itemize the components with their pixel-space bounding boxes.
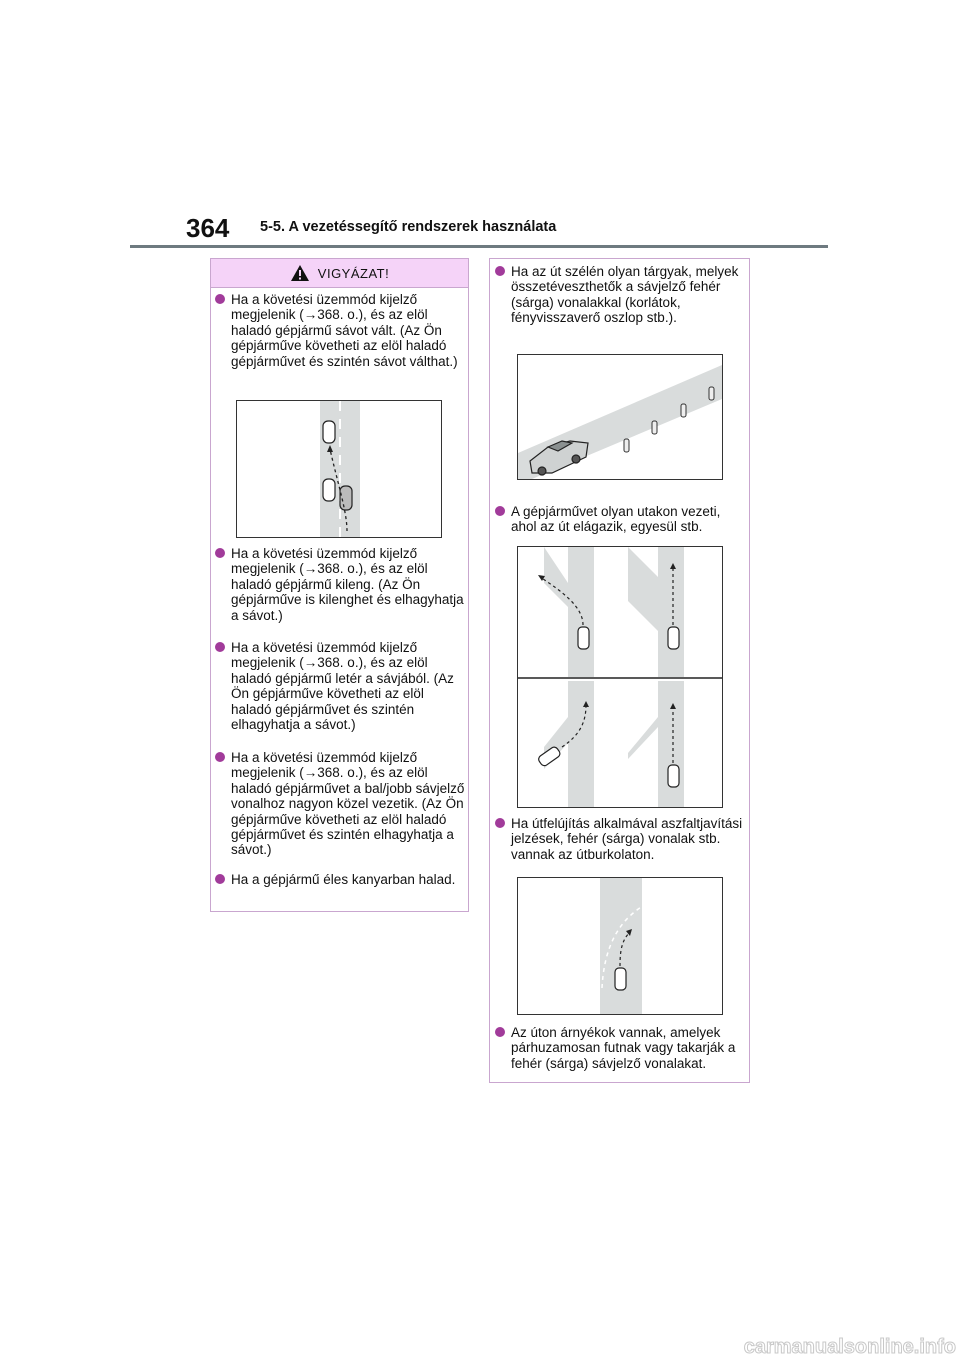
caution-item-3: Ha a követési üzemmód kijelző megjelenik (→368. o.), és az elöl haladó gépjármű letér a sávjából. (Az Ön gépjárműve követheti az elöl haladó gépjárművet és szintén elhagyhatja a sávot.) xyxy=(213,640,465,732)
bullet-icon xyxy=(495,818,505,828)
svg-text:carmanualsonline.info: carmanualsonline.info xyxy=(743,1336,956,1358)
caution-item-4: Ha a követési üzemmód kijelző megjelenik (→368. o.), és az elöl haladó gépjárművet a bal/jobb sávjelző vonalhoz nagyon közel vezetik. (Az Ön gépjárműve követheti az elöl haladó gépjárművet és szintén elhagyhatja a sávot.) xyxy=(213,750,465,858)
warning-triangle-icon xyxy=(290,264,310,282)
page-number: 364 xyxy=(186,213,230,243)
caution-item-1: Ha a követési üzemmód kijelző megjelenik (→368. o.), és az elöl haladó gépjármű sávot vált. (Az Ön gépjárműve követheti az elöl haladó gépjárművet és szintén sávot válthat.) xyxy=(213,292,465,369)
bullet-icon xyxy=(215,294,225,304)
bullet-icon xyxy=(215,752,225,762)
bullet-icon xyxy=(215,874,225,884)
bullet-icon xyxy=(215,642,225,652)
caution-item-2: Ha a követési üzemmód kijelző megjelenik (→368. o.), és az elöl haladó gépjármű kileng. (Az Ön gépjárműve is kilenghet és elhagyhatja a sávot.) xyxy=(213,546,465,623)
bullet-icon xyxy=(215,548,225,558)
info-item-2: A gépjárművet olyan utakon vezeti, ahol az út elágazik, egyesül stb. xyxy=(493,504,745,535)
bullet-icon xyxy=(495,266,505,276)
section-title: 5-5. A vezetéssegítő rendszerek használata xyxy=(260,219,557,235)
info-item-4: Az úton árnyékok vannak, amelyek párhuzamosan futnak vagy takarják a fehér (sárga) sávjelző vonalakat. xyxy=(493,1025,745,1071)
info-item-3: Ha útfelújítás alkalmával aszfaltjavítási jelzések, fehér (sárga) vonalak stb. vannak az útburkolaton. xyxy=(493,816,745,862)
bullet-icon xyxy=(495,1027,505,1037)
bullet-icon xyxy=(495,506,505,516)
watermark xyxy=(600,1334,960,1358)
caution-header xyxy=(211,259,468,288)
caution-item-5: Ha a gépjármű éles kanyarban halad. xyxy=(213,872,465,887)
figure-road-repairs xyxy=(517,877,723,1015)
caution-title: VIGYÁZAT! xyxy=(317,265,390,281)
figure-roadside-posts xyxy=(517,354,723,480)
figure-lane-change xyxy=(236,400,442,538)
header-rule xyxy=(130,245,828,248)
info-item-1: Ha az út szélén olyan tárgyak, melyek összetéveszthetők a sávjelző fehér (sárga) vonalakkal (korlátok, fényvisszaverő oszlop stb.). xyxy=(493,264,745,326)
figure-road-branch xyxy=(517,546,723,808)
